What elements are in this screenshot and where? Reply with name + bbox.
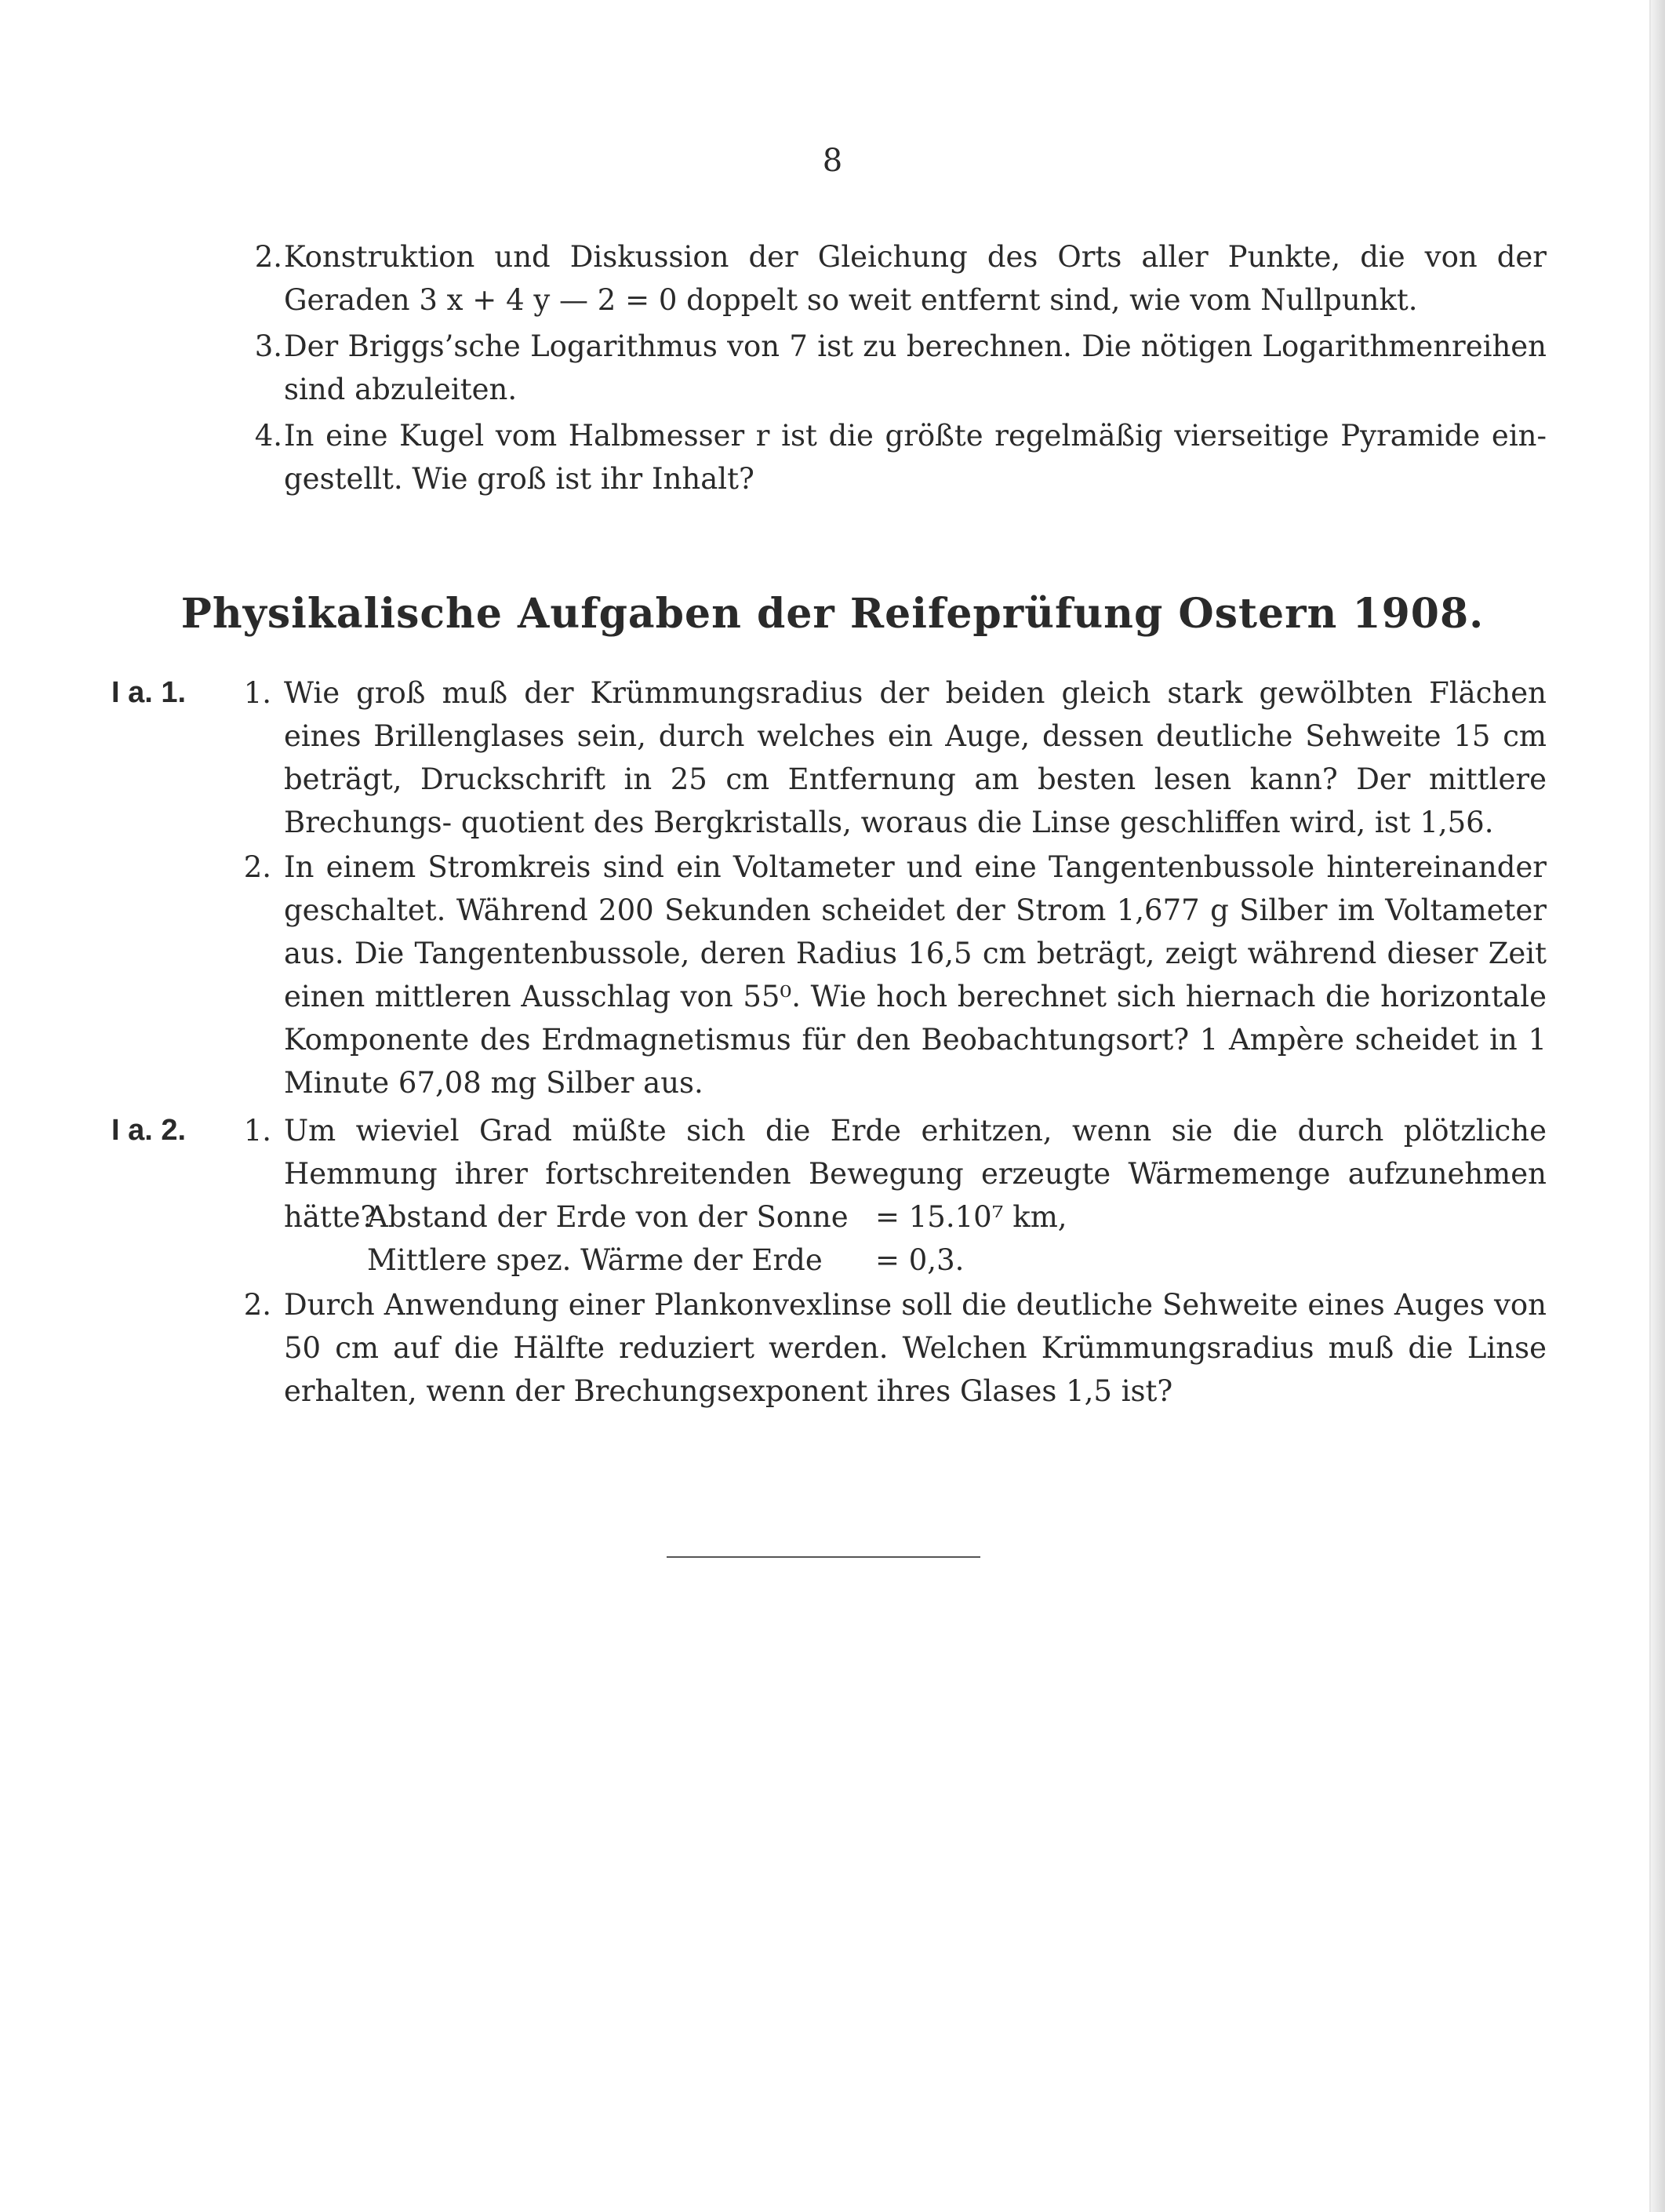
problem-number: 1. [243,676,271,710]
problem-text: Wie groß muß der Krümmungsradius der beiden gleich stark gewölbten Flächen eines Brillenglases sein, durch welches ein Auge, dessen deutliche Sehweite 15 cm beträgt, Druckschrift in 25 cm Entfernung am besten lesen kann? Der mittlere Brechungs- quotient des Bergkristalls, woraus die Linse geschliffen wird, ist 1,56. [284,676,1547,839]
given-label: Mittlere spez. Wärme der Erde [367,1243,823,1277]
given-value: = 15.10⁷ km, [875,1200,1067,1234]
problem-text: In eine Kugel vom Halbmesser r ist die größte regelmäßig vierseitige Pyramide ein- gestellt. Wie groß ist ihr Inhalt? [284,419,1547,496]
problem-number: 2. [243,1288,271,1322]
problem-text: Konstruktion und Diskussion der Gleichung des Orts aller Punkte, die von der Geraden 3 x + 4 y — 2 = 0 doppelt so weit entfernt sind, wie vom Nullpunkt. [284,240,1547,317]
problem-number: 4. [254,419,282,453]
page-edge [1651,0,1665,2212]
problem-number: 3. [254,329,282,363]
class-label: I a. 1. [111,676,187,709]
problem-number: 2. [254,240,282,274]
problem-number: 1. [243,1114,271,1148]
problem-number: 2. [243,850,271,884]
section-heading: Physikalische Aufgaben der Reifeprüfung Ostern 1908. [180,590,1485,638]
problem-text: Der Briggs’sche Logarithmus von 7 ist zu berechnen. Die nötigen Logarithmenreihen sind abzuleiten. [284,329,1547,406]
page-number: 8 [822,143,843,179]
problem-text: Durch Anwendung einer Plankonvexlinse soll die deutliche Sehweite eines Auges von 50 cm auf die Hälfte reduziert werden. Welchen Krümmungsradius muß die Linse erhalten, wenn der Brechungsexponent ihres Glases 1,5 ist? [284,1288,1547,1408]
given-label: Abstand der Erde von der Sonne [367,1200,849,1234]
given-value: = 0,3. [875,1243,965,1277]
problem-text: In einem Stromkreis sind ein Voltameter und eine Tangentenbussole hintereinander geschaltet. Während 200 Sekunden scheidet der Strom 1,677 g Silber im Voltameter aus. Die Tangentenbussole, deren Radius 16,5 cm beträgt, zeigt während dieser Zeit einen mittleren Ausschlag von 55⁰. Wie hoch berechnet sich hiernach die horizontale Komponente des Erdmagnetismus für den Beobachtungsort? 1 Ampère scheidet in 1 Minute 67,08 mg Silber aus. [284,850,1547,1100]
section-divider [667,1556,980,1558]
class-label: I a. 2. [111,1114,187,1147]
problem-text: Um wieviel Grad müßte sich die Erde erhitzen, wenn sie die durch plötzliche Hemmung ihrer fortschreitenden Bewegung erzeugte Wärmemenge aufzunehmen hätte? [284,1114,1547,1234]
